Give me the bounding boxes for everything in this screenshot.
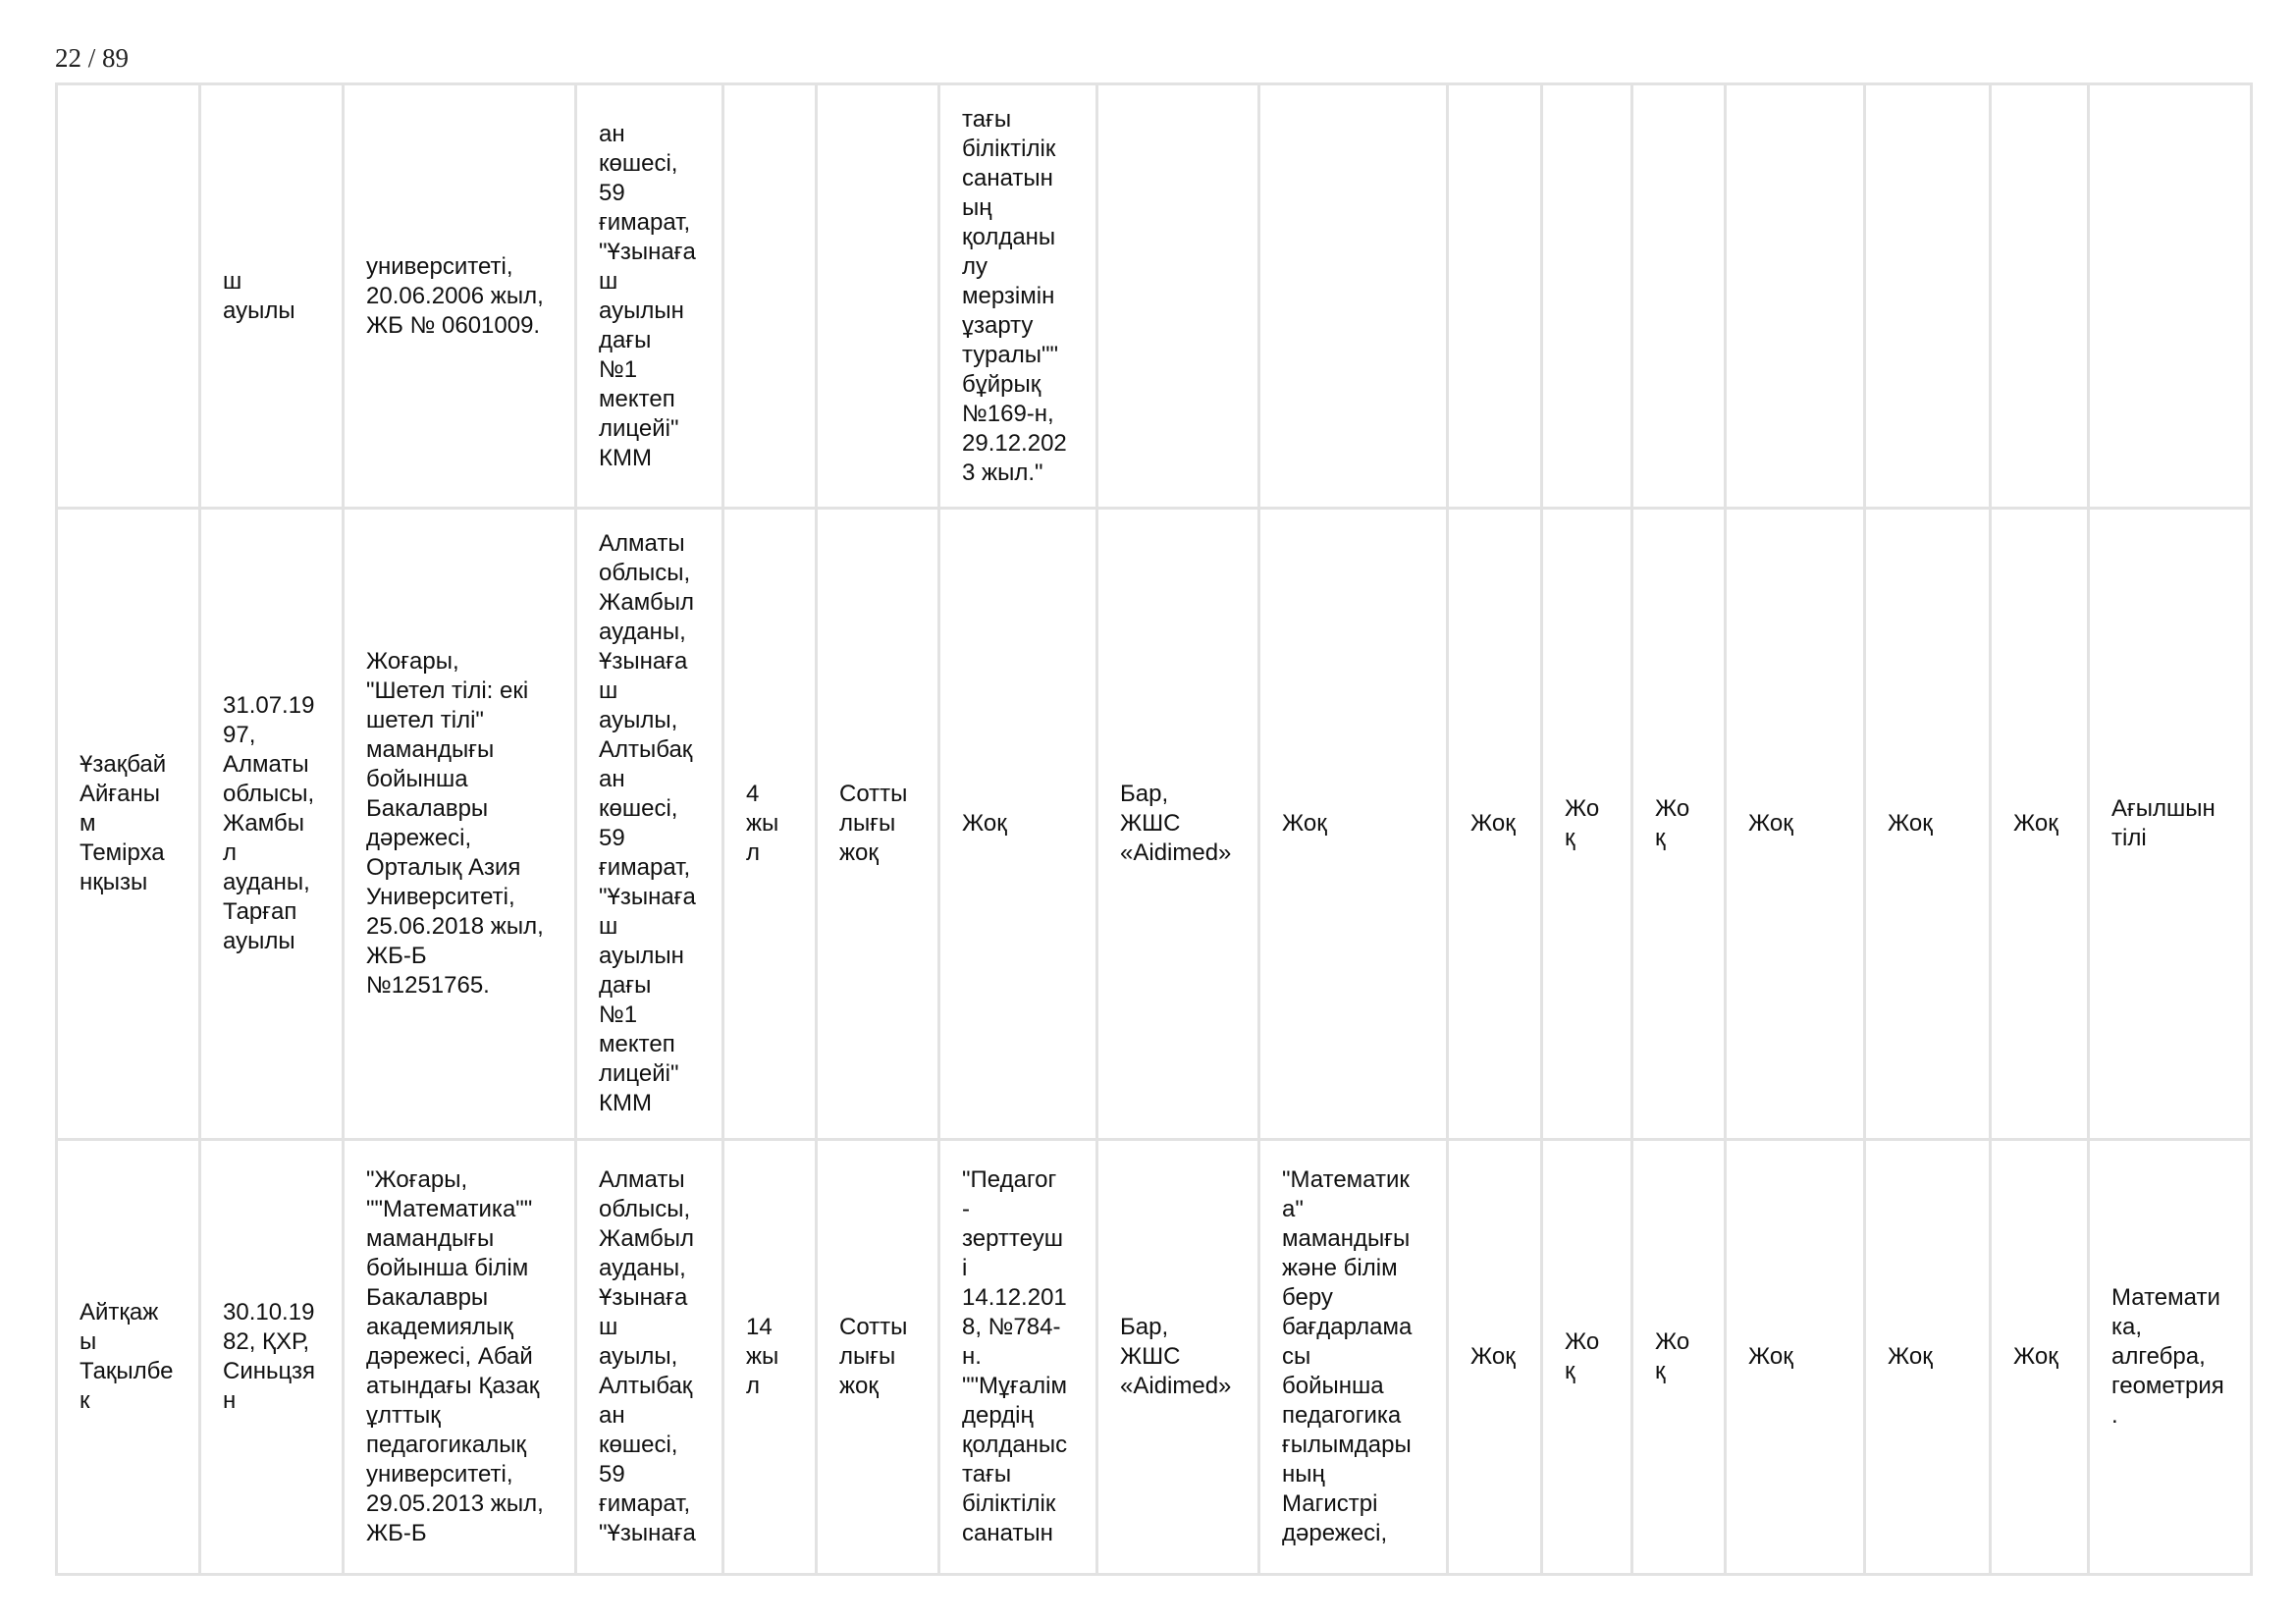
table-cell: Жо қ <box>1632 509 1726 1140</box>
table-cell: Жоқ <box>1865 509 1991 1140</box>
table-cell <box>1991 84 2089 509</box>
table-cell: Жо қ <box>1632 1140 1726 1575</box>
table-cell: Бар, ЖШС «Aidimed» <box>1097 509 1259 1140</box>
table-cell: ан көшесі, 59 ғимарат, "Ұзынаға ш ауылын дағы №1 мектеп лицейі" КММ <box>576 84 723 509</box>
table-cell: Жоқ <box>1448 1140 1542 1575</box>
staff-table <box>55 82 2253 1576</box>
table-cell: Жоқ <box>1991 509 2089 1140</box>
table-cell: Сотты лығы жоқ <box>817 1140 939 1575</box>
table-cell: Жоқ <box>1726 1140 1865 1575</box>
table-cell <box>2089 84 2252 509</box>
table-cell: Сотты лығы жоқ <box>817 509 939 1140</box>
table-cell: Математи ка, алгебра, геометрия . <box>2089 1140 2252 1575</box>
table-cell <box>1632 84 1726 509</box>
table-cell: "Математик а" мамандығы және білім беру бағдарлама сы бойынша педагогика ғылымдары ның Магистрі дәрежесі, <box>1259 1140 1448 1575</box>
table-cell: Жоқ <box>1448 509 1542 1140</box>
table-cell <box>1259 84 1448 509</box>
table-cell <box>1448 84 1542 509</box>
table-row <box>57 1140 2252 1575</box>
table-cell <box>1097 84 1259 509</box>
table-cell: ш ауылы <box>200 84 344 509</box>
table-cell: Ұзақбай Айғаны м Темірха нқызы <box>57 509 200 1140</box>
table-cell: 4 жы л <box>723 509 817 1140</box>
table-cell <box>723 84 817 509</box>
table-cell: Бар, ЖШС «Aidimed» <box>1097 1140 1259 1575</box>
page-number: 22 / 89 <box>55 43 130 73</box>
table-cell <box>57 84 200 509</box>
table-cell: 31.07.19 97, Алматы облысы, Жамбы л ауданы, Тарғап ауылы <box>200 509 344 1140</box>
table-cell: Жоқ <box>1259 509 1448 1140</box>
table-cell: Жоқ <box>1865 1140 1991 1575</box>
table-cell: 30.10.19 82, ҚХР, Синьцзя н <box>200 1140 344 1575</box>
table-cell: Жо қ <box>1542 1140 1632 1575</box>
table-cell: "Жоғары, ""Математика"" мамандығы бойынша білім Бакалавры академиялық дәрежесі, Абай атындағы Қазақ ұлттық педагогикалық университеті, 29.05.2013 жыл, ЖБ-Б <box>344 1140 576 1575</box>
table-cell: "Педагог - зерттеуш і 14.12.201 8, №784- н. ""Мұғалім дердің қолданыс тағы біліктілік санатын <box>939 1140 1097 1575</box>
table-cell: Алматы облысы, Жамбыл ауданы, Ұзынаға ш ауылы, Алтыбақ ан көшесі, 59 ғимарат, "Ұзынаға <box>576 1140 723 1575</box>
table-row <box>57 509 2252 1140</box>
table-cell: Жо қ <box>1542 509 1632 1140</box>
table-row <box>57 84 2252 509</box>
table-cell: Жоқ <box>1991 1140 2089 1575</box>
table-cell <box>1726 84 1865 509</box>
table-cell <box>817 84 939 509</box>
table-cell <box>1865 84 1991 509</box>
table-cell: Жоқ <box>939 509 1097 1140</box>
table-cell: Ағылшын тілі <box>2089 509 2252 1140</box>
table-cell: Жоғары, "Шетел тілі: екі шетел тілі" мамандығы бойынша Бакалавры дәрежесі, Орталық Азия Университеті, 25.06.2018 жыл, ЖБ-Б №1251765. <box>344 509 576 1140</box>
table-cell <box>1542 84 1632 509</box>
table-cell: Алматы облысы, Жамбыл ауданы, Ұзынаға ш ауылы, Алтыбақ ан көшесі, 59 ғимарат, "Ұзынаға ш ауылын дағы №1 мектеп лицейі" КММ <box>576 509 723 1140</box>
table-cell: Жоқ <box>1726 509 1865 1140</box>
table-cell: университеті, 20.06.2006 жыл, ЖБ № 0601009. <box>344 84 576 509</box>
table-cell: 14 жы л <box>723 1140 817 1575</box>
table-cell: тағы біліктілік санатын ың қолданы лу мерзімін ұзарту туралы"" бұйрық №169-н, 29.12.202 3 жыл." <box>939 84 1097 509</box>
table-cell: Айтқаж ы Тақылбе к <box>57 1140 200 1575</box>
